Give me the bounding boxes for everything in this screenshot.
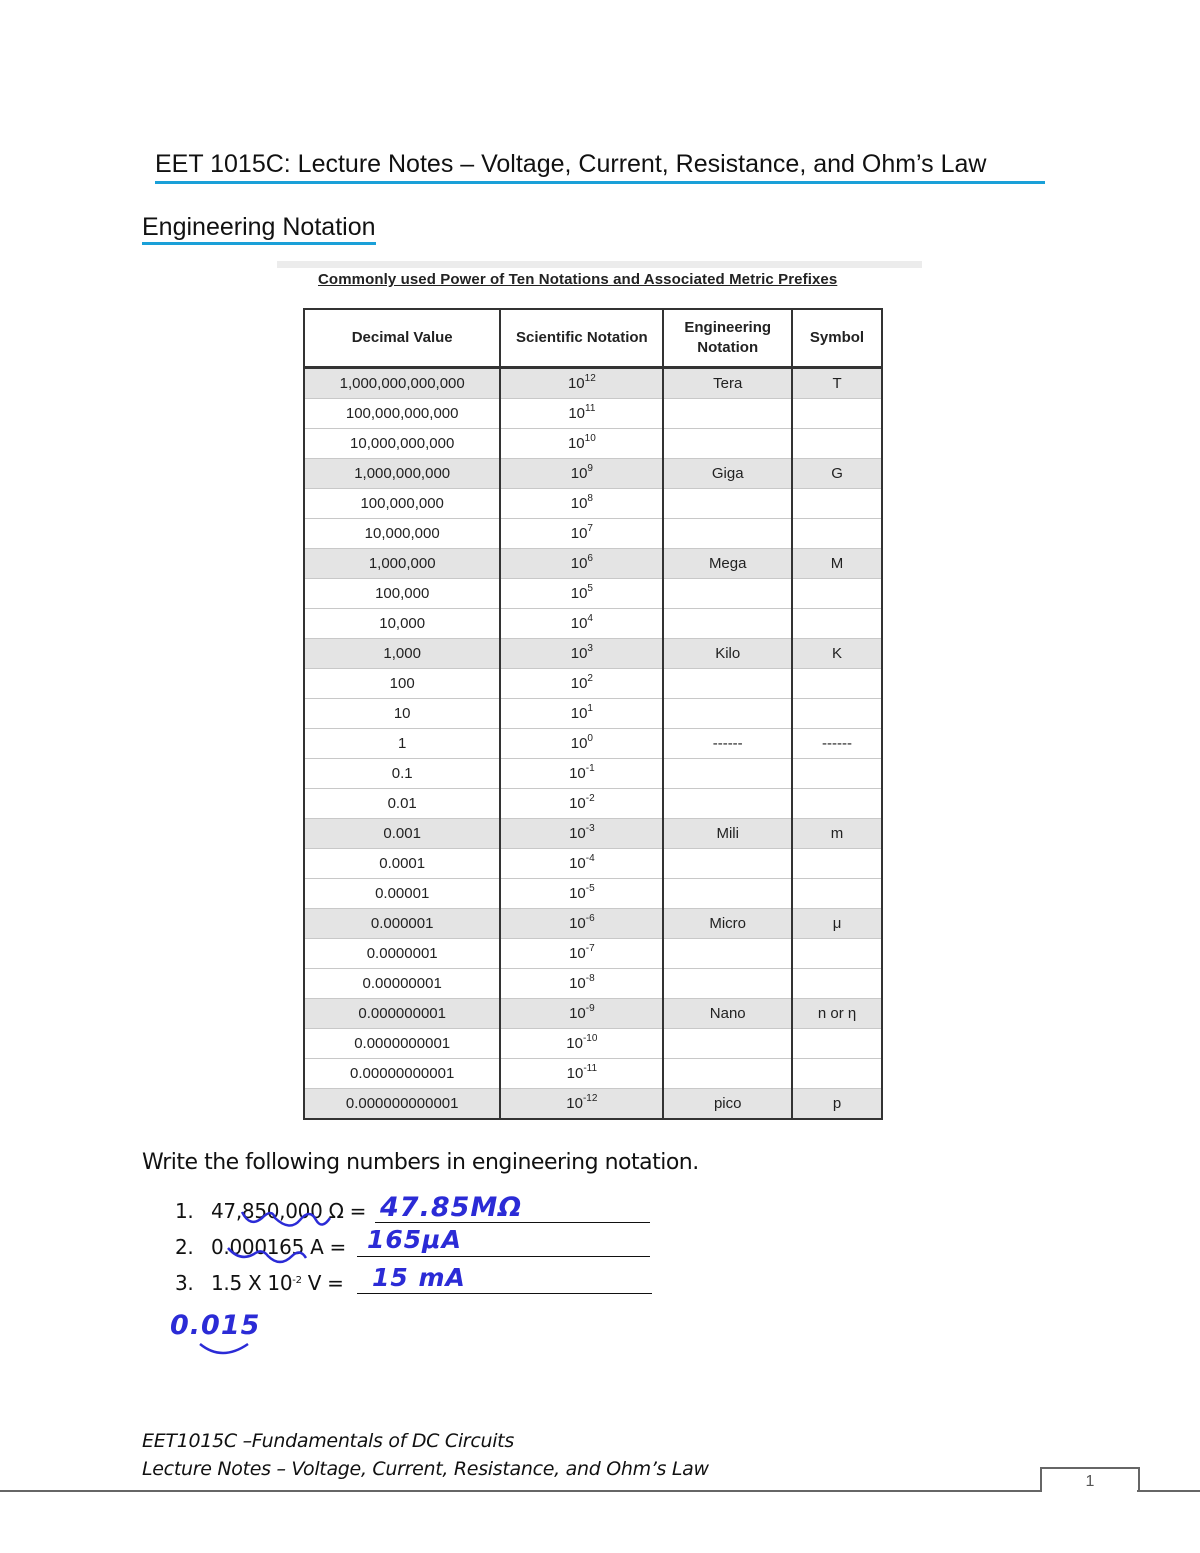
cell-symbol (792, 699, 882, 729)
cell-symbol: T (792, 368, 882, 399)
cell-decimal-value: 0.01 (304, 789, 500, 819)
cell-decimal-value: 1,000,000 (304, 549, 500, 579)
power-exponent: 5 (587, 583, 593, 594)
table-row (304, 939, 882, 969)
cell-engineering-prefix (663, 939, 792, 969)
cell-engineering-prefix (663, 429, 792, 459)
cell-symbol: m (792, 819, 882, 849)
power-base: 10 (570, 615, 588, 632)
table-row (304, 879, 882, 909)
cell-engineering-prefix: Kilo (663, 639, 792, 669)
cell-decimal-value: 0.000000001 (304, 999, 500, 1029)
power-base: 10 (569, 825, 586, 842)
page-number: 1 (1085, 1473, 1095, 1490)
cell-symbol (792, 789, 882, 819)
cell-decimal-value: 0.00000001 (304, 969, 500, 999)
table-row (304, 909, 882, 939)
cell-symbol (792, 759, 882, 789)
power-base: 10 (570, 675, 588, 692)
table-row (304, 519, 882, 549)
cell-decimal-value: 1,000,000,000,000 (304, 368, 500, 399)
exercise-question-base: 1.5 X 10 (211, 1271, 293, 1295)
cell-engineering-prefix: pico (663, 1089, 792, 1120)
cell-scientific-notation (500, 969, 663, 999)
cell-scientific-notation (500, 939, 663, 969)
power-exponent: -1 (585, 763, 595, 774)
header-engineering-notation: Engineering Notation (663, 309, 792, 368)
table-row (304, 669, 882, 699)
table-row (304, 639, 882, 669)
cell-engineering-prefix (663, 699, 792, 729)
power-exponent: -2 (585, 793, 595, 804)
power-exponent: 6 (587, 553, 593, 564)
cell-symbol (792, 579, 882, 609)
cell-symbol (792, 429, 882, 459)
power-exponent: 7 (587, 523, 593, 534)
cell-symbol: M (792, 549, 882, 579)
cell-scientific-notation (500, 399, 663, 429)
footer-rule (1137, 1490, 1200, 1492)
cell-engineering-prefix: Tera (663, 368, 792, 399)
cell-decimal-value: 0.1 (304, 759, 500, 789)
cell-symbol (792, 849, 882, 879)
table-body (304, 368, 882, 1120)
cell-symbol (792, 609, 882, 639)
cell-engineering-prefix: Mili (663, 819, 792, 849)
cell-decimal-value: 100,000 (304, 579, 500, 609)
cell-symbol: n or η (792, 999, 882, 1029)
power-exponent: -7 (585, 943, 595, 954)
footer-topic: Lecture Notes – Voltage, Current, Resistance, and Ohm’s Law (142, 1458, 709, 1480)
cell-engineering-prefix (663, 969, 792, 999)
table-row (304, 1059, 882, 1089)
cell-decimal-value: 100,000,000,000 (304, 399, 500, 429)
prefix-table (303, 308, 883, 1120)
power-exponent: 9 (587, 463, 593, 474)
cell-scientific-notation (500, 699, 663, 729)
table-row (304, 609, 882, 639)
cell-decimal-value: 0.00001 (304, 879, 500, 909)
power-exponent: -3 (585, 823, 595, 834)
exercise-question: 0.000165 A = (211, 1235, 346, 1259)
cell-scientific-notation (500, 1059, 663, 1089)
power-base: 10 (569, 915, 586, 932)
power-exponent: 4 (587, 613, 593, 624)
cell-symbol: ------ (792, 729, 882, 759)
cell-decimal-value: 10,000 (304, 609, 500, 639)
cell-scientific-notation (500, 579, 663, 609)
answer-line-3 (357, 1293, 652, 1294)
power-base: 10 (569, 885, 586, 902)
power-exponent: -12 (582, 1093, 598, 1104)
power-base: 10 (570, 705, 588, 722)
power-exponent: 0 (587, 733, 593, 744)
cell-scientific-notation (500, 459, 663, 489)
cell-scientific-notation (500, 669, 663, 699)
scan-edge (277, 261, 922, 268)
footer-course: EET1015C –Fundamentals of DC Circuits (142, 1430, 514, 1452)
power-base: 10 (566, 1035, 583, 1052)
power-base: 10 (567, 435, 585, 452)
cell-engineering-prefix (663, 759, 792, 789)
table-row (304, 699, 882, 729)
cell-scientific-notation (500, 909, 663, 939)
cell-symbol: G (792, 459, 882, 489)
cell-symbol: p (792, 1089, 882, 1120)
exercise-item-1 (175, 1199, 366, 1223)
cell-symbol (792, 939, 882, 969)
header-scientific-notation: Scientific Notation (500, 309, 663, 368)
cell-symbol (792, 399, 882, 429)
cell-scientific-notation (500, 1029, 663, 1059)
power-base: 10 (570, 465, 588, 482)
exercise-question-tail: V = (301, 1271, 344, 1295)
cell-engineering-prefix: Nano (663, 999, 792, 1029)
exercise-item-3 (175, 1271, 344, 1295)
table-row (304, 849, 882, 879)
cell-engineering-prefix (663, 399, 792, 429)
power-base: 10 (567, 375, 585, 392)
table-row (304, 789, 882, 819)
power-exponent: -9 (585, 1003, 595, 1014)
cell-symbol (792, 489, 882, 519)
cell-engineering-prefix (663, 519, 792, 549)
cell-scientific-notation (500, 849, 663, 879)
cell-symbol (792, 1059, 882, 1089)
cell-scientific-notation (500, 789, 663, 819)
cell-scientific-notation (500, 759, 663, 789)
exercise-question-exponent: -2 (292, 1275, 302, 1286)
exercise-number: 2. (175, 1235, 194, 1259)
cell-decimal-value: 0.0000000001 (304, 1029, 500, 1059)
cell-engineering-prefix (663, 489, 792, 519)
underline-arc (200, 1344, 248, 1353)
cell-symbol (792, 669, 882, 699)
table-header-row (304, 309, 882, 368)
cell-decimal-value: 100,000,000 (304, 489, 500, 519)
power-base: 10 (570, 645, 588, 662)
power-base: 10 (570, 495, 588, 512)
cell-scientific-notation (500, 999, 663, 1029)
table-row (304, 1029, 882, 1059)
power-exponent: -10 (582, 1033, 598, 1044)
table-row (304, 969, 882, 999)
table-row (304, 819, 882, 849)
power-exponent: -4 (585, 853, 595, 864)
cell-engineering-prefix: Micro (663, 909, 792, 939)
cell-engineering-prefix (663, 789, 792, 819)
cell-symbol: K (792, 639, 882, 669)
cell-engineering-prefix (663, 1059, 792, 1089)
handwritten-answer-2: 165μA (367, 1225, 462, 1254)
cell-symbol (792, 879, 882, 909)
cell-engineering-prefix (663, 849, 792, 879)
cell-scientific-notation (500, 429, 663, 459)
power-base: 10 (569, 1005, 586, 1022)
header-decimal-value: Decimal Value (304, 309, 500, 368)
cell-decimal-value: 10 (304, 699, 500, 729)
table-row (304, 549, 882, 579)
power-base: 10 (569, 945, 586, 962)
power-base: 10 (568, 405, 585, 422)
handwritten-answer-1: 47.85MΩ (380, 1192, 523, 1223)
table-row (304, 489, 882, 519)
header-symbol: Symbol (792, 309, 882, 368)
power-base: 10 (569, 855, 586, 872)
power-exponent: 3 (587, 643, 593, 654)
handwritten-answer-3: 15 mA (372, 1263, 466, 1292)
table-row (304, 399, 882, 429)
power-exponent: -11 (583, 1063, 598, 1074)
cell-engineering-prefix: Giga (663, 459, 792, 489)
power-exponent: 10 (584, 433, 596, 444)
cell-scientific-notation (500, 368, 663, 399)
cell-symbol (792, 519, 882, 549)
cell-decimal-value: 0.00000000001 (304, 1059, 500, 1089)
power-exponent: 11 (585, 403, 596, 414)
cell-engineering-prefix: ------ (663, 729, 792, 759)
table-row (304, 368, 882, 399)
cell-symbol: μ (792, 909, 882, 939)
exercise-number: 3. (175, 1271, 194, 1295)
cell-engineering-prefix (663, 609, 792, 639)
cell-scientific-notation (500, 639, 663, 669)
cell-decimal-value: 1,000,000,000 (304, 459, 500, 489)
power-exponent: 1 (587, 703, 593, 714)
power-exponent: -5 (585, 883, 595, 894)
cell-scientific-notation (500, 489, 663, 519)
power-exponent: 8 (587, 493, 593, 504)
exercise-instruction: Write the following numbers in engineering notation. (142, 1150, 699, 1175)
cell-decimal-value: 0.0000001 (304, 939, 500, 969)
cell-decimal-value: 10,000,000,000 (304, 429, 500, 459)
cell-scientific-notation (500, 819, 663, 849)
exercise-number: 1. (175, 1199, 194, 1223)
cell-decimal-value: 1,000 (304, 639, 500, 669)
section-heading: Engineering Notation (142, 213, 376, 245)
cell-scientific-notation (500, 729, 663, 759)
cell-scientific-notation (500, 519, 663, 549)
footer-rule (0, 1490, 1040, 1492)
answer-line-2 (357, 1256, 650, 1257)
table-row (304, 579, 882, 609)
power-base: 10 (569, 975, 586, 992)
cell-engineering-prefix (663, 669, 792, 699)
power-exponent: -6 (585, 913, 595, 924)
cell-scientific-notation (500, 609, 663, 639)
cell-decimal-value: 1 (304, 729, 500, 759)
power-base: 10 (570, 735, 588, 752)
power-base: 10 (566, 1065, 584, 1082)
table-row (304, 729, 882, 759)
power-exponent: -8 (585, 973, 595, 984)
power-exponent: 12 (584, 373, 596, 384)
handwritten-note: 0.015 (170, 1310, 261, 1341)
exercise-question: 47,850,000 Ω = (211, 1199, 367, 1223)
cell-decimal-value: 100 (304, 669, 500, 699)
table-row (304, 999, 882, 1029)
power-base: 10 (566, 1095, 583, 1112)
power-base: 10 (570, 525, 588, 542)
cell-decimal-value: 0.000000000001 (304, 1089, 500, 1120)
cell-scientific-notation (500, 879, 663, 909)
table-row (304, 459, 882, 489)
power-base: 10 (569, 795, 586, 812)
table-caption: Commonly used Power of Ten Notations and Associated Metric Prefixes (318, 271, 838, 288)
cell-decimal-value: 10,000,000 (304, 519, 500, 549)
table-row (304, 429, 882, 459)
cell-scientific-notation (500, 549, 663, 579)
table-row (304, 759, 882, 789)
cell-engineering-prefix (663, 879, 792, 909)
cell-decimal-value: 0.001 (304, 819, 500, 849)
page-title: EET 1015C: Lecture Notes – Voltage, Current, Resistance, and Ohm’s Law (155, 150, 1045, 184)
power-base: 10 (570, 555, 588, 572)
cell-engineering-prefix (663, 1029, 792, 1059)
cell-scientific-notation (500, 1089, 663, 1120)
cell-symbol (792, 1029, 882, 1059)
cell-symbol (792, 969, 882, 999)
cell-engineering-prefix (663, 579, 792, 609)
power-exponent: 2 (587, 673, 593, 684)
power-base: 10 (569, 765, 586, 782)
cell-engineering-prefix: Mega (663, 549, 792, 579)
exercise-item-2 (175, 1235, 346, 1259)
table-row (304, 1089, 882, 1120)
cell-decimal-value: 0.0001 (304, 849, 500, 879)
power-base: 10 (570, 585, 588, 602)
cell-decimal-value: 0.000001 (304, 909, 500, 939)
